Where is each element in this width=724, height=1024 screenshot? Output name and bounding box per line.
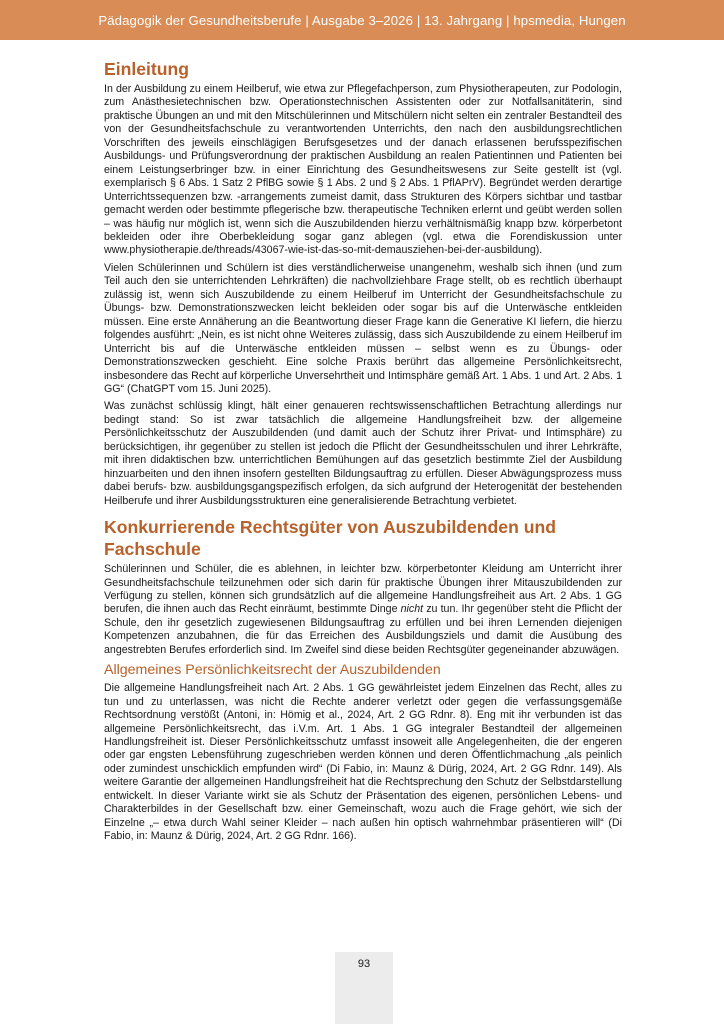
journal-header-bar [0,0,724,40]
paragraph: Was zunächst schlüssig klingt, hält einer genaueren rechtswissenschaftlichen Betrachtung allerdings nur bedingt stand: So ist zwar tatsächlich die allgemeine Handlungsfreiheit bzw. der allgemeine Persönlichkeitsschutz der Auszubildenden (und damit auch der Schutz ihrer Privat- und Intimsphäre) zu berücksichtigen, ihr gegenüber zu stellen ist jedoch die Pflicht der Gesundheitsschulen und ihrer Lehrkräfte, mit ihren didaktischen bzw. unterrichtlichen Bemühungen auf das gesetzlich bestimmte Ziel der Ausbildung hinzuarbeiten und den ihnen insofern gestellten Bildungsauftrag zu erfüllen. Dieser Abwägungsprozess muss dabei berufs- bzw. ausbildungsgangspezifisch erfolgen, da sich aufgrund der Heterogenität der bestehenden Heilberufe und ihrer Ausbildungsstrukturen eine generalisierende Betrachtung verbietet. [104,400,622,507]
paragraph: Vielen Schülerinnen und Schülern ist dies verständlicherweise unangenehm, weshalb sich ihnen (und zum Teil auch den sie unterrichtenden Lehrkräften) die nachvollziehbare Frage stellt, ob es rechtlich überhaupt zulässig ist, wenn sich Auszubildende zu einem Heilberuf im Unterricht der Gesundheitsfachschule zu Übungs- bzw. Demonstrationszwecken leicht bekleiden oder sogar bis auf die Unterwäsche entkleiden müssen. Eine erste Annäherung an die Beantwortung dieser Frage kann die Generative KI liefern, die hierzu folgendes ausführt: „Nein, es ist nicht ohne Weiteres zulässig, dass sich Auszubildende zu einem Heilberuf im Unterricht bis auf die Unterwäsche entkleiden müssen – selbst wenn es zu Übungs- oder Demonstrationszwecken geschieht. Eine solche Praxis berührt das allgemeine Persönlichkeitsrecht, insbesondere das Recht auf körperliche Unversehrtheit und Intimsphäre gemäß Art. 1 Abs. 1 und Art. 2 Abs. 1 GG“ (ChatGPT vom 15. Juni 2025). [104,261,622,395]
heading-konkurrierende-rechtsgueter: Konkurrierende Rechtsgüter von Auszubildenden und Fachschule [104,517,556,560]
page-number: 93 [357,958,371,970]
subheading-persoenlichkeitsrecht: Allgemeines Persönlichkeitsrecht der Auszubildenden [104,662,441,679]
heading-einleitung: Einleitung [104,59,190,79]
section-konkurrierende-rechtsgueter [104,516,622,657]
section-einleitung [104,58,622,508]
paragraph: Die allgemeine Handlungsfreiheit nach Art. 2 Abs. 1 GG gewährleistet jedem Einzelnen das Recht, alles zu tun und zu unterlassen, was nicht die Rechte anderer verletzt oder gegen die verfassungsgemäße Rechtsordnung verstößt (Antoni, in: Hömig et al., 2024, Art. 2 GG Rdnr. 8). Eng mit ihr verbunden ist das allgemeine Persönlichkeitsrecht, das i.V.m. Art. 1 Abs. 1 GG integraler Bestandteil der allgemeinen Handlungsfreiheit ist. Dieser Persönlichkeitsschutz umfasst insoweit alle Angelegenheiten, die der engeren oder gar engsten Lebensführung zugeschrieben werden können und deren Öffentlichmachung „als peinlich oder zumindest unschicklich empfunden wird“ (Di Fabio, in: Maunz & Dürig, 2024, Art. 2 GG Rdnr. 149). Als weitere Garantie der allgemeinen Handlungsfreiheit hat die Rechtsprechung den Schutz der Selbstdarstellung entwickelt. In dieser Variante wirkt sie als Schutz der Präsentation des eigenen, persönlichen Lebens- und Charakterbildes in der Gesellschaft bzw. einer Gemeinschaft, wozu auch die Frage gehört, wie sich der Einzelne „– etwa durch Wahl seiner Kleider – nach außen hin optisch wahrnehmbar präsentieren will“ (Di Fabio, in: Maunz & Dürig, 2024, Art. 2 GG Rdnr. 166). [104,682,622,843]
journal-header-text: Pädagogik der Gesundheitsberufe | Ausgabe 3–2026 | 13. Jahrgang | hpsmedia, Hungen [98,12,626,28]
paragraph-text: zu tun. Ihr gegenüber steht die Pflicht der Schule, den ihr gesetzlich zugewiesenen Bildungsauftrag zu erfüllen und bei ihren Lernenden diejenigen Kompetenzen anzubahnen, die für das Erreichen des Ausbildungsziels und damit die Ausübung des angestrebten Berufes erforderlich sind. Im Zweifel sind diese beiden Rechtsgüter gegeneinander abzuwägen. [104,603,622,656]
paragraph-text: Schülerinnen und Schüler, die es ablehnen, in leichter bzw. körperbetonter Kleidung am Unterricht ihrer Gesundheitsfachschule teilzunehmen oder sich darin für praktische Übungen ihrer Mitauszubildenden zur Verfügung zu stellen, können sich grundsätzlich auf die allgemeine Handlungsfreiheit aus Art. 2 Abs. 1 GG berufen, die ihnen auch das Recht einräumt, bestimmte Dinge [104,563,622,616]
paragraph: In der Ausbildung zu einem Heilberuf, wie etwa zur Pflegefachperson, zum Physiotherapeuten, zur Podologin, zum Anästhesietechnischen bzw. Operationstechnischen Assistenten oder zur Notfallsanitäterin, sind praktische Übungen an und mit den Mitschülerinnen und Mitschülern nicht selten ein zentraler Bestandteil des von der Gesundheitsfachschule zu verantwortenden Unterrichts, den nach den ausbildungsrechtlichen Vorschriften des jeweils einschlägigen Berufsgesetzes und der danach erlassenen berufsspezifischen Ausbildungs- und Prüfungsverordnung der praktischen Ausbildung an realen Patientinnen und Patienten bei einem Leistungserbringer bzw. in einer Einrichtung des Gesundheitswesens zur Seite gestellt ist (vgl. exemplarisch § 6 Abs. 1 Satz 2 PflBG sowie § 1 Abs. 2 und § 2 Abs. 1 PflAPrV). Begründet werden derartige Unterrichtssequenzen bzw. -arrangements zumeist damit, dass Strukturen des Körpers sichtbar und tastbar gemacht werden oder bestimmte pflegerische bzw. therapeutische Techniken erlernt und geübt werden sollen – was häufig nur möglich ist, wenn sich die Auszubildenden hierzu verhältnismäßig knapp bzw. körperbetont bekleiden oder ihre Oberbekleidung sogar ganz ablegen (vgl. etwa die Forendiskussion unter www.physiotherapie.de/threads/43067-wie-ist-das-so-mit-demausziehen-bei-der-ausbildung). [104,83,622,257]
article-body [104,58,622,848]
emphasis-text: nicht [400,603,424,616]
section-persoenlichkeitsrecht [104,661,622,843]
paragraph [104,563,622,657]
